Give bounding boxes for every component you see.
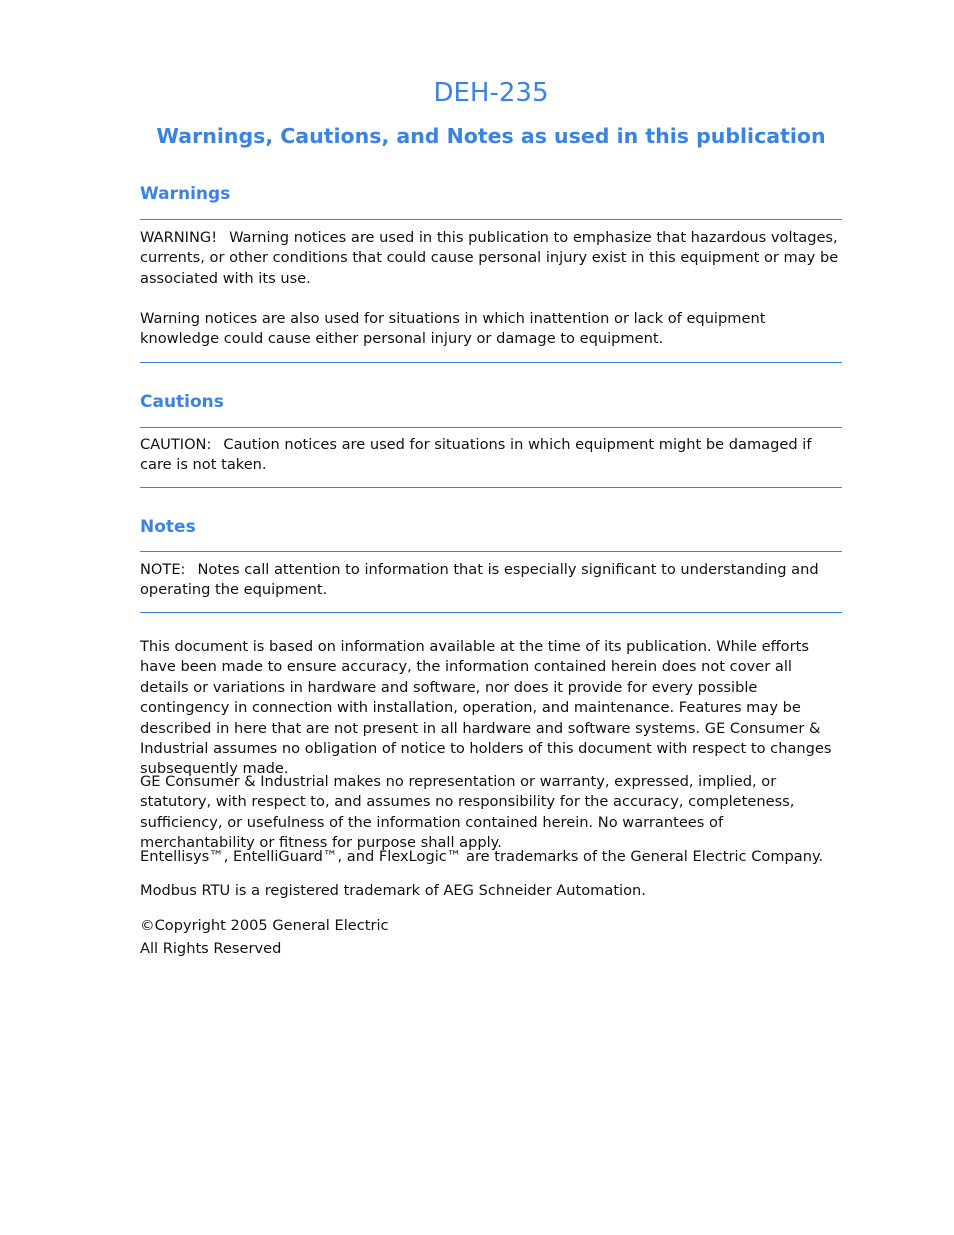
trademark-notice: Entellisys™, EntelliGuard™, and FlexLogic™ are trademarks of the General Electric Company. [140,848,824,865]
document-id: DEH-235 [433,78,549,108]
modbus-trademark-notice: Modbus RTU is a registered trademark of AEG Schneider Automation. [140,882,646,899]
warning-notice [140,228,842,289]
note-notice [140,560,842,601]
cautions-bottom-rule [140,487,842,488]
caution-text: Caution notices are used for situations in which equipment might be damaged if care is not taken. [140,436,812,474]
warning-text: Warning notices are used in this publication to emphasize that hazardous voltages, currents, or other conditions that could cause personal injury exist in this equipment or may be associated with its use. [140,229,839,287]
copyright-line: ©Copyright 2005 General Electric [140,917,389,934]
cautions-top-rule [140,427,842,428]
cautions-heading: Cautions [140,392,224,412]
disclaimer-paragraph: This document is based on information available at the time of its publication. While efforts have been made to ensure accuracy, the information contained herein does not cover all details or variations in hardware and software, nor does it provide for every possible contingency in connection with installation, operation, and maintenance. Features may be described in here that are not present in all hardware and software systems. GE Consumer & Industrial assumes no obligation of notice to holders of this document with respect to changes subsequently made. [140,638,832,778]
warnings-top-rule [140,219,842,220]
warnings-bottom-rule [140,362,842,363]
notes-top-rule [140,551,842,552]
warranty-paragraph: GE Consumer & Industrial makes no representation or warranty, expressed, implied, or statutory, with respect to, and assumes no responsibility for the accuracy, completeness, sufficiency, or usefulness of the information contained herein. No warrantees of merchantability or fitness for purpose shall apply. [140,773,795,852]
caution-label: CAUTION: [140,436,212,453]
rights-line: All Rights Reserved [140,940,282,957]
warning-label: WARNING! [140,229,218,246]
caution-notice [140,435,842,476]
page-title: Warnings, Cautions, and Notes as used in this publication [156,124,826,148]
warnings-heading: Warnings [140,184,231,204]
notes-heading: Notes [140,517,196,537]
warning-notice-extra: Warning notices are also used for situations in which inattention or lack of equipment knowledge could cause either personal injury or damage to equipment. [140,310,766,348]
note-label: NOTE: [140,561,186,578]
notes-bottom-rule [140,612,842,613]
note-text: Notes call attention to information that is especially significant to understanding and operating the equipment. [140,561,819,599]
